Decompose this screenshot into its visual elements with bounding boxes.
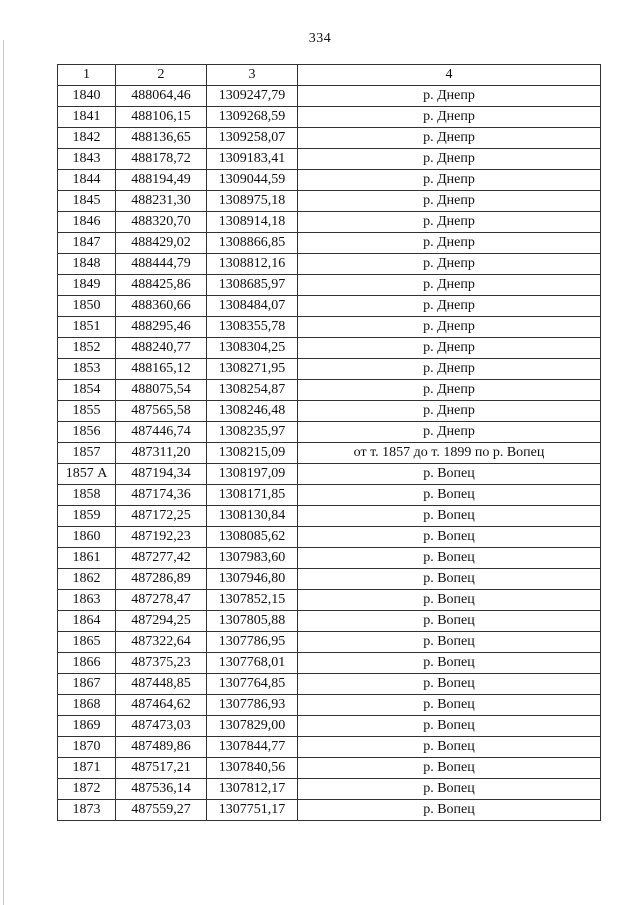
point-number-cell: 1861	[58, 548, 116, 569]
description-cell: р. Вопец	[298, 695, 601, 716]
table-row	[58, 443, 601, 464]
y-coordinate-cell: 1308246,48	[207, 401, 298, 422]
y-coordinate-cell: 1308685,97	[207, 275, 298, 296]
description-cell: р. Вопец	[298, 716, 601, 737]
x-coordinate-cell: 488429,02	[116, 233, 207, 254]
description-cell: р. Вопец	[298, 548, 601, 569]
y-coordinate-cell: 1307751,17	[207, 800, 298, 821]
point-number-cell: 1859	[58, 506, 116, 527]
table-row	[58, 485, 601, 506]
point-number-cell: 1873	[58, 800, 116, 821]
description-cell: р. Вопец	[298, 464, 601, 485]
x-coordinate-cell: 488165,12	[116, 359, 207, 380]
point-number-cell: 1860	[58, 527, 116, 548]
x-coordinate-cell: 487294,25	[116, 611, 207, 632]
y-coordinate-cell: 1307829,00	[207, 716, 298, 737]
description-cell: р. Вопец	[298, 737, 601, 758]
description-cell: р. Днепр	[298, 107, 601, 128]
y-coordinate-cell: 1308085,62	[207, 527, 298, 548]
description-cell: р. Вопец	[298, 674, 601, 695]
description-cell: р. Днепр	[298, 401, 601, 422]
point-number-cell: 1866	[58, 653, 116, 674]
y-coordinate-cell: 1307946,80	[207, 569, 298, 590]
description-cell: р. Днепр	[298, 422, 601, 443]
table-row	[58, 611, 601, 632]
page-number: 334	[308, 31, 332, 46]
point-number-cell: 1853	[58, 359, 116, 380]
x-coordinate-cell: 487448,85	[116, 674, 207, 695]
x-coordinate-cell: 487375,23	[116, 653, 207, 674]
point-number-cell: 1844	[58, 170, 116, 191]
x-coordinate-cell: 487278,47	[116, 590, 207, 611]
x-coordinate-cell: 488231,30	[116, 191, 207, 212]
table-row	[58, 317, 601, 338]
description-cell: р. Вопец	[298, 800, 601, 821]
description-cell: р. Вопец	[298, 506, 601, 527]
description-cell: р. Вопец	[298, 590, 601, 611]
point-number-cell: 1849	[58, 275, 116, 296]
point-number-cell: 1847	[58, 233, 116, 254]
y-coordinate-cell: 1308235,97	[207, 422, 298, 443]
description-cell: р. Днепр	[298, 149, 601, 170]
x-coordinate-cell: 487194,34	[116, 464, 207, 485]
table-row	[58, 674, 601, 695]
y-coordinate-cell: 1308271,95	[207, 359, 298, 380]
table-row	[58, 401, 601, 422]
table-row	[58, 149, 601, 170]
x-coordinate-cell: 487559,27	[116, 800, 207, 821]
x-coordinate-cell: 488425,86	[116, 275, 207, 296]
x-coordinate-cell: 487517,21	[116, 758, 207, 779]
description-cell: р. Днепр	[298, 233, 601, 254]
point-number-cell: 1871	[58, 758, 116, 779]
x-coordinate-cell: 487311,20	[116, 443, 207, 464]
table-row	[58, 548, 601, 569]
table-row	[58, 380, 601, 401]
x-coordinate-cell: 487286,89	[116, 569, 207, 590]
x-coordinate-cell: 488075,54	[116, 380, 207, 401]
table-row	[58, 590, 601, 611]
point-number-cell: 1842	[58, 128, 116, 149]
x-coordinate-cell: 487277,42	[116, 548, 207, 569]
y-coordinate-cell: 1307812,17	[207, 779, 298, 800]
description-cell: р. Днепр	[298, 254, 601, 275]
y-coordinate-cell: 1307768,01	[207, 653, 298, 674]
table-body	[58, 86, 601, 821]
table-row	[58, 569, 601, 590]
x-coordinate-cell: 487536,14	[116, 779, 207, 800]
description-cell: р. Вопец	[298, 527, 601, 548]
y-coordinate-cell: 1308171,85	[207, 485, 298, 506]
table-row	[58, 233, 601, 254]
x-coordinate-cell: 488178,72	[116, 149, 207, 170]
description-cell: р. Днепр	[298, 338, 601, 359]
table-row	[58, 506, 601, 527]
point-number-cell: 1857 А	[58, 464, 116, 485]
x-coordinate-cell: 487174,36	[116, 485, 207, 506]
y-coordinate-cell: 1308130,84	[207, 506, 298, 527]
x-coordinate-cell: 488444,79	[116, 254, 207, 275]
y-coordinate-cell: 1308355,78	[207, 317, 298, 338]
point-number-cell: 1862	[58, 569, 116, 590]
table-row	[58, 128, 601, 149]
y-coordinate-cell: 1307764,85	[207, 674, 298, 695]
table-row	[58, 275, 601, 296]
point-number-cell: 1870	[58, 737, 116, 758]
table-row	[58, 632, 601, 653]
table-row	[58, 86, 601, 107]
point-number-cell: 1846	[58, 212, 116, 233]
table-row	[58, 254, 601, 275]
table-row	[58, 695, 601, 716]
x-coordinate-cell: 487322,64	[116, 632, 207, 653]
table-row	[58, 653, 601, 674]
description-cell: р. Вопец	[298, 758, 601, 779]
x-coordinate-cell: 488194,49	[116, 170, 207, 191]
table-row	[58, 338, 601, 359]
table-row	[58, 422, 601, 443]
point-number-cell: 1867	[58, 674, 116, 695]
table-row	[58, 779, 601, 800]
column-header-1: 1	[58, 65, 116, 86]
description-cell: р. Вопец	[298, 632, 601, 653]
table-row	[58, 296, 601, 317]
description-cell: р. Днепр	[298, 191, 601, 212]
description-cell: р. Днепр	[298, 86, 601, 107]
x-coordinate-cell: 488240,77	[116, 338, 207, 359]
description-cell: р. Днепр	[298, 170, 601, 191]
y-coordinate-cell: 1307786,93	[207, 695, 298, 716]
description-cell: р. Днепр	[298, 359, 601, 380]
x-coordinate-cell: 487473,03	[116, 716, 207, 737]
point-number-cell: 1872	[58, 779, 116, 800]
y-coordinate-cell: 1307983,60	[207, 548, 298, 569]
y-coordinate-cell: 1309247,79	[207, 86, 298, 107]
y-coordinate-cell: 1307844,77	[207, 737, 298, 758]
x-coordinate-cell: 487446,74	[116, 422, 207, 443]
table-row	[58, 359, 601, 380]
table-row	[58, 170, 601, 191]
point-number-cell: 1845	[58, 191, 116, 212]
point-number-cell: 1855	[58, 401, 116, 422]
coordinates-table	[57, 64, 601, 821]
y-coordinate-cell: 1309044,59	[207, 170, 298, 191]
y-coordinate-cell: 1309258,07	[207, 128, 298, 149]
x-coordinate-cell: 488295,46	[116, 317, 207, 338]
y-coordinate-cell: 1307805,88	[207, 611, 298, 632]
description-cell: р. Днепр	[298, 380, 601, 401]
y-coordinate-cell: 1308215,09	[207, 443, 298, 464]
point-number-cell: 1851	[58, 317, 116, 338]
y-coordinate-cell: 1308254,87	[207, 380, 298, 401]
x-coordinate-cell: 488320,70	[116, 212, 207, 233]
description-cell: р. Днепр	[298, 275, 601, 296]
description-cell: р. Днепр	[298, 128, 601, 149]
point-number-cell: 1865	[58, 632, 116, 653]
x-coordinate-cell: 488360,66	[116, 296, 207, 317]
description-cell: р. Днепр	[298, 296, 601, 317]
y-coordinate-cell: 1308812,16	[207, 254, 298, 275]
point-number-cell: 1854	[58, 380, 116, 401]
y-coordinate-cell: 1308304,25	[207, 338, 298, 359]
x-coordinate-cell: 488136,65	[116, 128, 207, 149]
table-row	[58, 107, 601, 128]
point-number-cell: 1864	[58, 611, 116, 632]
point-number-cell: 1863	[58, 590, 116, 611]
x-coordinate-cell: 487172,25	[116, 506, 207, 527]
x-coordinate-cell: 487192,23	[116, 527, 207, 548]
point-number-cell: 1852	[58, 338, 116, 359]
x-coordinate-cell: 487565,58	[116, 401, 207, 422]
y-coordinate-cell: 1308866,85	[207, 233, 298, 254]
y-coordinate-cell: 1307840,56	[207, 758, 298, 779]
y-coordinate-cell: 1308197,09	[207, 464, 298, 485]
point-number-cell: 1840	[58, 86, 116, 107]
table-row	[58, 212, 601, 233]
description-cell: от т. 1857 до т. 1899 по р. Вопец	[298, 443, 601, 464]
table-row	[58, 527, 601, 548]
y-coordinate-cell: 1308975,18	[207, 191, 298, 212]
description-cell: р. Вопец	[298, 653, 601, 674]
y-coordinate-cell: 1307786,95	[207, 632, 298, 653]
point-number-cell: 1868	[58, 695, 116, 716]
point-number-cell: 1856	[58, 422, 116, 443]
description-cell: р. Вопец	[298, 779, 601, 800]
point-number-cell: 1850	[58, 296, 116, 317]
description-cell: р. Вопец	[298, 569, 601, 590]
column-header-2: 2	[116, 65, 207, 86]
x-coordinate-cell: 488064,46	[116, 86, 207, 107]
table-row	[58, 191, 601, 212]
point-number-cell: 1841	[58, 107, 116, 128]
x-coordinate-cell: 488106,15	[116, 107, 207, 128]
point-number-cell: 1858	[58, 485, 116, 506]
point-number-cell: 1857	[58, 443, 116, 464]
table-row	[58, 758, 601, 779]
table-header-row	[58, 65, 601, 86]
y-coordinate-cell: 1308484,07	[207, 296, 298, 317]
x-coordinate-cell: 487464,62	[116, 695, 207, 716]
scan-edge-line	[3, 40, 4, 905]
point-number-cell: 1843	[58, 149, 116, 170]
x-coordinate-cell: 487489,86	[116, 737, 207, 758]
description-cell: р. Днепр	[298, 317, 601, 338]
column-header-3: 3	[207, 65, 298, 86]
table-row	[58, 464, 601, 485]
description-cell: р. Вопец	[298, 611, 601, 632]
table-row	[58, 800, 601, 821]
y-coordinate-cell: 1307852,15	[207, 590, 298, 611]
column-header-4: 4	[298, 65, 601, 86]
y-coordinate-cell: 1309268,59	[207, 107, 298, 128]
y-coordinate-cell: 1308914,18	[207, 212, 298, 233]
table-row	[58, 716, 601, 737]
table-row	[58, 737, 601, 758]
point-number-cell: 1869	[58, 716, 116, 737]
point-number-cell: 1848	[58, 254, 116, 275]
description-cell: р. Вопец	[298, 485, 601, 506]
y-coordinate-cell: 1309183,41	[207, 149, 298, 170]
description-cell: р. Днепр	[298, 212, 601, 233]
